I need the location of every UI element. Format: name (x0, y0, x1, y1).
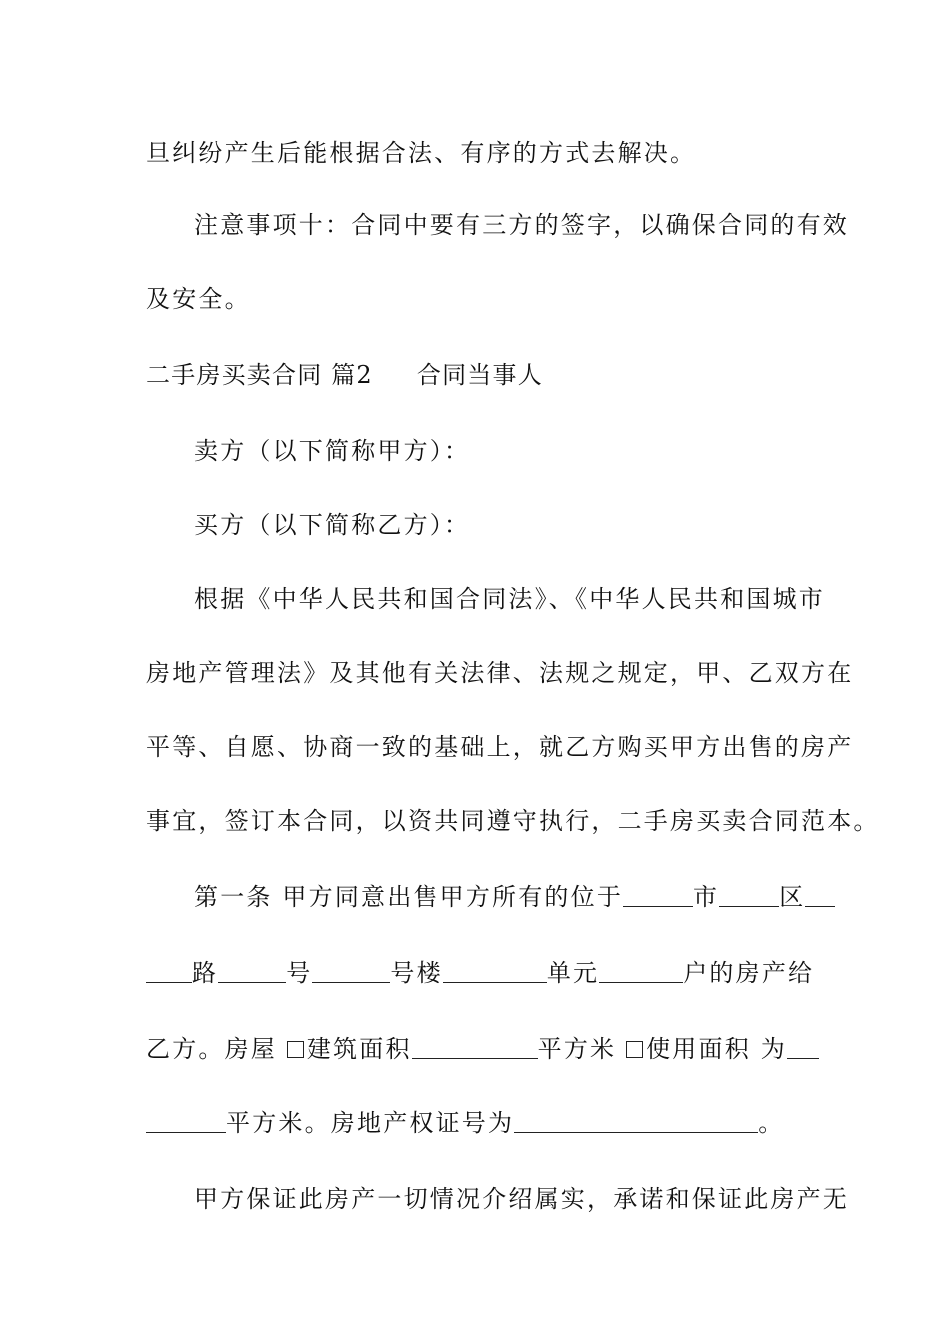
checkbox-usable-area[interactable] (626, 1041, 643, 1058)
seller-line: 卖方（以下简称甲方）： (194, 437, 471, 465)
paragraph-line: 根据《中华人民共和国合同法》、《中华人民共和国城市 (194, 585, 825, 613)
article-line (146, 958, 814, 988)
heading-subtitle: 合同当事人 (416, 361, 543, 389)
article-text: 户的房产给 (683, 959, 815, 987)
paragraph-line: 旦纠纷产生后能根据合法、有序的方式去解决。 (146, 139, 697, 167)
buyer-line: 买方（以下简称乙方）： (194, 511, 471, 539)
fill-blank[interactable] (412, 1036, 538, 1059)
fill-blank[interactable] (146, 960, 192, 983)
article-line (194, 882, 835, 912)
section-heading (146, 360, 543, 390)
article-line (146, 1108, 784, 1138)
heading-title: 二手房买卖合同 篇2 (146, 361, 373, 389)
article-text: 号楼 (390, 959, 443, 987)
checkbox-built-area[interactable] (287, 1041, 304, 1058)
article-text: 第一条 甲方同意出售甲方所有的位于 (194, 883, 624, 911)
paragraph-line: 房地产管理法》及其他有关法律、法规之规定，甲、乙双方在 (146, 659, 854, 687)
article-text: 建筑面积 (306, 1035, 412, 1063)
article-text: 。 (758, 1109, 785, 1137)
article-text: 市 (693, 883, 720, 911)
fill-blank[interactable] (146, 1110, 226, 1133)
fill-blank[interactable] (443, 960, 547, 983)
paragraph-line: 甲方保证此房产一切情况介绍属实，承诺和保证此房产无 (194, 1185, 849, 1213)
article-line (146, 1034, 819, 1064)
article-text: 区 (779, 883, 806, 911)
article-text: 乙方。房屋 (146, 1035, 277, 1063)
article-text: 号 (286, 959, 313, 987)
article-text: 单元 (546, 959, 600, 987)
fill-blank[interactable] (719, 884, 779, 907)
article-text: 为 (760, 1035, 787, 1063)
paragraph-line: 注意事项十：合同中要有三方的签字，以确保合同的有效 (194, 211, 849, 239)
article-text: 平方米。房地产权证号为 (226, 1109, 515, 1137)
fill-blank[interactable] (218, 960, 286, 983)
article-text: 平方米 (537, 1035, 617, 1063)
fill-blank[interactable] (787, 1036, 819, 1059)
fill-blank[interactable] (623, 884, 693, 907)
fill-blank[interactable] (514, 1110, 758, 1133)
paragraph-line: 及安全。 (146, 285, 251, 313)
paragraph-line: 平等、自愿、协商一致的基础上，就乙方购买甲方出售的房产 (146, 733, 854, 761)
paragraph-line: 事宜，签订本合同，以资共同遵守执行，二手房买卖合同范本。 (146, 807, 880, 835)
fill-blank[interactable] (805, 884, 835, 907)
fill-blank[interactable] (312, 960, 390, 983)
article-text: 路 (192, 959, 219, 987)
fill-blank[interactable] (599, 960, 683, 983)
article-text: 使用面积 (646, 1035, 751, 1063)
